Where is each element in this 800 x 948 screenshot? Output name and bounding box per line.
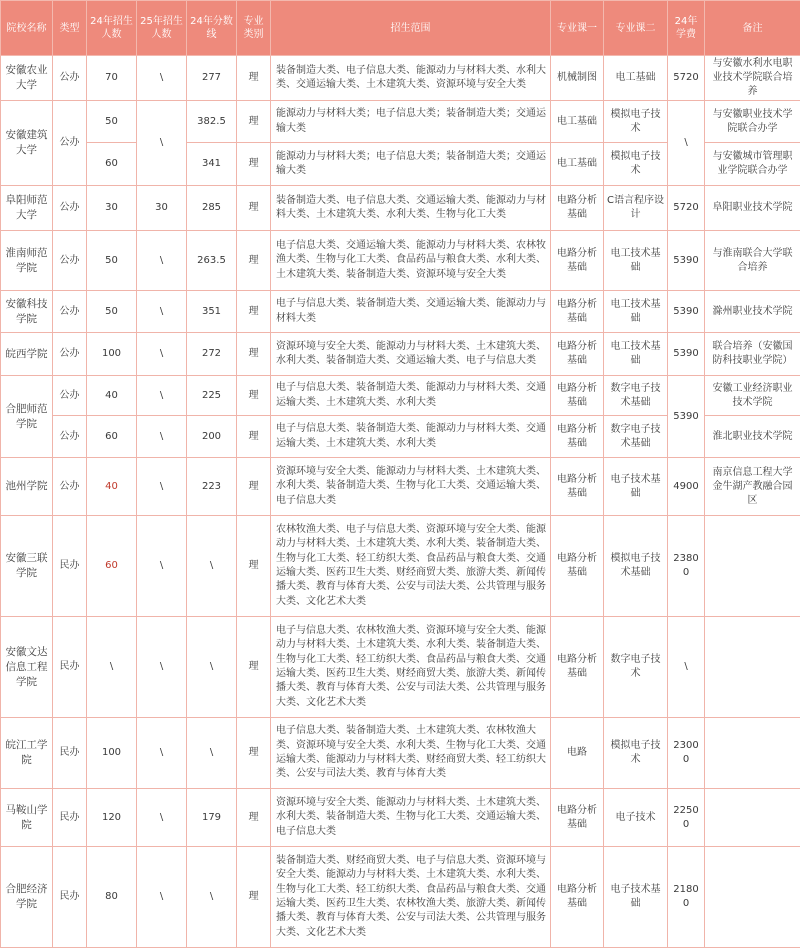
enroll-2024: 100 — [87, 333, 137, 376]
note: 南京信息工程大学金牛湖产教融合园区 — [705, 458, 800, 516]
scope: 电子与信息大类、装备制造大类、能源动力与材料大类、交通运输大类、土木建筑大类、水利大类 — [271, 376, 551, 416]
school-name: 安徽三联学院 — [1, 516, 53, 617]
course-2: 模拟电子技术 — [604, 718, 668, 789]
scope: 装备制造大类、电子信息大类、能源动力与材料大类、水利大类、交通运输大类、土木建筑大类、资源环境与安全大类 — [271, 56, 551, 101]
enroll-2025: 30 — [137, 186, 187, 231]
course-2: 电子技术 — [604, 789, 668, 847]
category: 理 — [237, 291, 271, 333]
note: 与安徽城市管理职业学院联合办学 — [705, 143, 800, 186]
school-name: 淮南师范学院 — [1, 231, 53, 291]
school-type: 公办 — [53, 231, 87, 291]
enroll-2024: 60 — [87, 143, 137, 186]
table-row — [1, 516, 800, 617]
header-2025-enrollment: 25年招生人数 — [137, 1, 187, 56]
table-row — [1, 617, 800, 718]
school-type: 民办 — [53, 847, 87, 948]
enroll-2024: 50 — [87, 101, 137, 143]
enroll-2024: 40 — [87, 458, 137, 516]
score-2024: 382.5 — [187, 101, 237, 143]
course-1: 电路分析基础 — [551, 291, 604, 333]
course-1: 电工基础 — [551, 101, 604, 143]
school-name: 安徽文达信息工程学院 — [1, 617, 53, 718]
school-type: 民办 — [53, 789, 87, 847]
enroll-2024: 50 — [87, 291, 137, 333]
enroll-2025: \ — [137, 231, 187, 291]
header-school: 院校名称 — [1, 1, 53, 56]
tuition: 21800 — [668, 847, 705, 948]
school-type: 公办 — [53, 416, 87, 458]
header-course-2: 专业课二 — [604, 1, 668, 56]
enroll-2024: 70 — [87, 56, 137, 101]
table-row — [1, 101, 800, 143]
scope: 能源动力与材料大类；电子信息大类；装备制造大类；交通运输大类 — [271, 101, 551, 143]
enroll-2025: \ — [137, 416, 187, 458]
note: 与安徽水利水电职业技术学院联合培养 — [705, 56, 800, 101]
course-2: 模拟电子技术 — [604, 143, 668, 186]
header-2024-score: 24年分数线 — [187, 1, 237, 56]
score-2024: \ — [187, 617, 237, 718]
table-row — [1, 291, 800, 333]
tuition: \ — [668, 617, 705, 718]
school-name: 池州学院 — [1, 458, 53, 516]
tuition: 5390 — [668, 231, 705, 291]
category: 理 — [237, 376, 271, 416]
scope: 电子信息大类、交通运输大类、能源动力与材料大类、农林牧渔大类、生物与化工大类、食品药品与粮食大类、水利大类、土木建筑大类、装备制造大类、资源环境与安全大类 — [271, 231, 551, 291]
course-2: 电工技术基础 — [604, 291, 668, 333]
enroll-2024: \ — [87, 617, 137, 718]
school-type: 公办 — [53, 458, 87, 516]
school-type: 公办 — [53, 101, 87, 186]
enroll-2024: 50 — [87, 231, 137, 291]
table-row — [1, 56, 800, 101]
course-2: 模拟电子技术 — [604, 101, 668, 143]
enroll-2025: \ — [137, 376, 187, 416]
category: 理 — [237, 186, 271, 231]
note — [705, 718, 800, 789]
score-2024: 223 — [187, 458, 237, 516]
category: 理 — [237, 847, 271, 948]
note — [705, 516, 800, 617]
score-2024: 277 — [187, 56, 237, 101]
category: 理 — [237, 718, 271, 789]
course-1: 电路分析基础 — [551, 617, 604, 718]
course-1: 电工基础 — [551, 143, 604, 186]
scope: 电子信息大类、装备制造大类、土木建筑大类、农林牧渔大类、资源环境与安全大类、水利大类、生物与化工大类、交通运输大类、能源动力与材料大类、财经商贸大类、轻工纺织大类、公安与司法大类、教育与体育大类 — [271, 718, 551, 789]
enroll-2024: 60 — [87, 516, 137, 617]
tuition: 4900 — [668, 458, 705, 516]
scope: 电子与信息大类、装备制造大类、能源动力与材料大类、交通运输大类、土木建筑大类、水利大类 — [271, 416, 551, 458]
score-2024: 285 — [187, 186, 237, 231]
category: 理 — [237, 231, 271, 291]
note: 与安徽职业技术学院联合办学 — [705, 101, 800, 143]
course-1: 电路分析基础 — [551, 847, 604, 948]
score-2024: \ — [187, 516, 237, 617]
category: 理 — [237, 617, 271, 718]
category: 理 — [237, 516, 271, 617]
scope: 电子与信息大类、装备制造大类、交通运输大类、能源动力与材料大类 — [271, 291, 551, 333]
enroll-2024: 120 — [87, 789, 137, 847]
course-1: 电路分析基础 — [551, 231, 604, 291]
tuition: 23000 — [668, 718, 705, 789]
scope: 资源环境与安全大类、能源动力与材料大类、土木建筑大类、水利大类、装备制造大类、交通运输大类、电子与信息大类 — [271, 333, 551, 376]
tuition: \ — [668, 101, 705, 186]
course-1: 电路分析基础 — [551, 516, 604, 617]
tuition: 23800 — [668, 516, 705, 617]
enroll-2025: \ — [137, 516, 187, 617]
school-type: 民办 — [53, 617, 87, 718]
course-2: 电子技术基础 — [604, 458, 668, 516]
table-row — [1, 718, 800, 789]
school-name: 马鞍山学院 — [1, 789, 53, 847]
enroll-2025: \ — [137, 617, 187, 718]
enroll-2024: 80 — [87, 847, 137, 948]
header-notes: 备注 — [705, 1, 800, 56]
course-2: 电子技术基础 — [604, 847, 668, 948]
table-row — [1, 333, 800, 376]
enroll-2025: \ — [137, 458, 187, 516]
course-1: 电路 — [551, 718, 604, 789]
tuition: 5720 — [668, 186, 705, 231]
score-2024: 200 — [187, 416, 237, 458]
school-type: 民办 — [53, 718, 87, 789]
table-row — [1, 847, 800, 948]
enroll-2024: 30 — [87, 186, 137, 231]
course-1: 电路分析基础 — [551, 416, 604, 458]
header-type: 类型 — [53, 1, 87, 56]
course-1: 机械制图 — [551, 56, 604, 101]
enroll-2025: \ — [137, 718, 187, 789]
school-type: 公办 — [53, 376, 87, 416]
header-tuition: 24年学费 — [668, 1, 705, 56]
score-2024: 341 — [187, 143, 237, 186]
course-2: 数字电子技术 — [604, 617, 668, 718]
table-row — [1, 789, 800, 847]
score-2024: \ — [187, 718, 237, 789]
school-name: 阜阳师范大学 — [1, 186, 53, 231]
category: 理 — [237, 416, 271, 458]
course-2: 数字电子技术基础 — [604, 376, 668, 416]
tuition: 5720 — [668, 56, 705, 101]
school-type: 公办 — [53, 333, 87, 376]
enroll-2025: \ — [137, 56, 187, 101]
school-type: 公办 — [53, 291, 87, 333]
enroll-2024: 60 — [87, 416, 137, 458]
score-2024: 351 — [187, 291, 237, 333]
note: 滁州职业技术学院 — [705, 291, 800, 333]
course-2: 数字电子技术基础 — [604, 416, 668, 458]
scope: 农林牧渔大类、电子与信息大类、资源环境与安全大类、能源动力与材料大类、土木建筑大类、水利大类、装备制造大类、生物与化工大类、轻工纺织大类、食品药品与粮食大类、交通运输大类、医药卫生大类、财经商贸大类、旅游大类、新闻传播大类、教育与体育大类、公安与司法大类、公共管理与服务大类、文化艺术大类 — [271, 516, 551, 617]
tuition: 22500 — [668, 789, 705, 847]
note — [705, 847, 800, 948]
score-2024: \ — [187, 847, 237, 948]
course-1: 电路分析基础 — [551, 186, 604, 231]
school-name: 皖江工学院 — [1, 718, 53, 789]
note: 联合培养（安徽国防科技职业学院） — [705, 333, 800, 376]
note — [705, 789, 800, 847]
course-2: C语言程序设计 — [604, 186, 668, 231]
scope: 装备制造大类、电子信息大类、交通运输大类、能源动力与材料大类、土木建筑大类、水利大类、生物与化工大类 — [271, 186, 551, 231]
header-course-1: 专业课一 — [551, 1, 604, 56]
scope: 资源环境与安全大类、能源动力与材料大类、土木建筑大类、水利大类、装备制造大类、生物与化工大类、交通运输大类、电子信息大类 — [271, 789, 551, 847]
course-1: 电路分析基础 — [551, 789, 604, 847]
note: 阜阳职业技术学院 — [705, 186, 800, 231]
school-type: 公办 — [53, 186, 87, 231]
score-2024: 263.5 — [187, 231, 237, 291]
course-2: 模拟电子技术基础 — [604, 516, 668, 617]
tuition: 5390 — [668, 376, 705, 458]
enroll-2025: \ — [137, 333, 187, 376]
header-row — [1, 1, 800, 56]
tuition: 5390 — [668, 291, 705, 333]
category: 理 — [237, 101, 271, 143]
score-2024: 225 — [187, 376, 237, 416]
course-2: 电工基础 — [604, 56, 668, 101]
scope: 装备制造大类、财经商贸大类、电子与信息大类、资源环境与安全大类、能源动力与材料大类、土木建筑大类、水利大类、生物与化工大类、轻工纺织大类、食品药品与粮食大类、交通运输大类、医药卫生大类、农林牧渔大类、旅游大类、新闻传播大类、教育与体育大类、公安与司法大类、公共管理与服务大类、文化艺术大类 — [271, 847, 551, 948]
category: 理 — [237, 333, 271, 376]
school-name: 安徽科技学院 — [1, 291, 53, 333]
table-row — [1, 231, 800, 291]
school-type: 公办 — [53, 56, 87, 101]
tuition: 5390 — [668, 333, 705, 376]
enroll-2024: 40 — [87, 376, 137, 416]
school-name: 合肥经济学院 — [1, 847, 53, 948]
note: 淮北职业技术学院 — [705, 416, 800, 458]
school-name: 安徽建筑大学 — [1, 101, 53, 186]
note: 安徽工业经济职业技术学院 — [705, 376, 800, 416]
note — [705, 617, 800, 718]
header-scope: 招生范围 — [271, 1, 551, 56]
table-row — [1, 376, 800, 416]
category: 理 — [237, 789, 271, 847]
course-1: 电路分析基础 — [551, 458, 604, 516]
header-category: 专业类别 — [237, 1, 271, 56]
table-row — [1, 458, 800, 516]
course-2: 电工技术基础 — [604, 231, 668, 291]
school-name: 安徽农业大学 — [1, 56, 53, 101]
enroll-2025: \ — [137, 847, 187, 948]
enroll-2025: \ — [137, 101, 187, 186]
course-2: 电工技术基础 — [604, 333, 668, 376]
enroll-2025: \ — [137, 291, 187, 333]
category: 理 — [237, 143, 271, 186]
scope: 电子与信息大类、农林牧渔大类、资源环境与安全大类、能源动力与材料大类、土木建筑大类、水利大类、装备制造大类、生物与化工大类、轻工纺织大类、食品药品与粮食大类、交通运输大类、医药卫生大类、财经商贸大类、旅游大类、新闻传播大类、教育与体育大类、公安与司法大类、公共管理与服务大类、文化艺术大类 — [271, 617, 551, 718]
enroll-2024: 100 — [87, 718, 137, 789]
course-1: 电路分析基础 — [551, 376, 604, 416]
course-1: 电路分析基础 — [551, 333, 604, 376]
enroll-2025: \ — [137, 789, 187, 847]
scope: 能源动力与材料大类；电子信息大类；装备制造大类；交通运输大类 — [271, 143, 551, 186]
score-2024: 179 — [187, 789, 237, 847]
school-type: 民办 — [53, 516, 87, 617]
table-row — [1, 186, 800, 231]
score-2024: 272 — [187, 333, 237, 376]
school-name: 合肥师范学院 — [1, 376, 53, 458]
note: 与淮南联合大学联合培养 — [705, 231, 800, 291]
school-name: 皖西学院 — [1, 333, 53, 376]
header-2024-enrollment: 24年招生人数 — [87, 1, 137, 56]
scope: 资源环境与安全大类、能源动力与材料大类、土木建筑大类、水利大类、装备制造大类、生物与化工大类、交通运输大类、电子信息大类 — [271, 458, 551, 516]
category: 理 — [237, 458, 271, 516]
category: 理 — [237, 56, 271, 101]
